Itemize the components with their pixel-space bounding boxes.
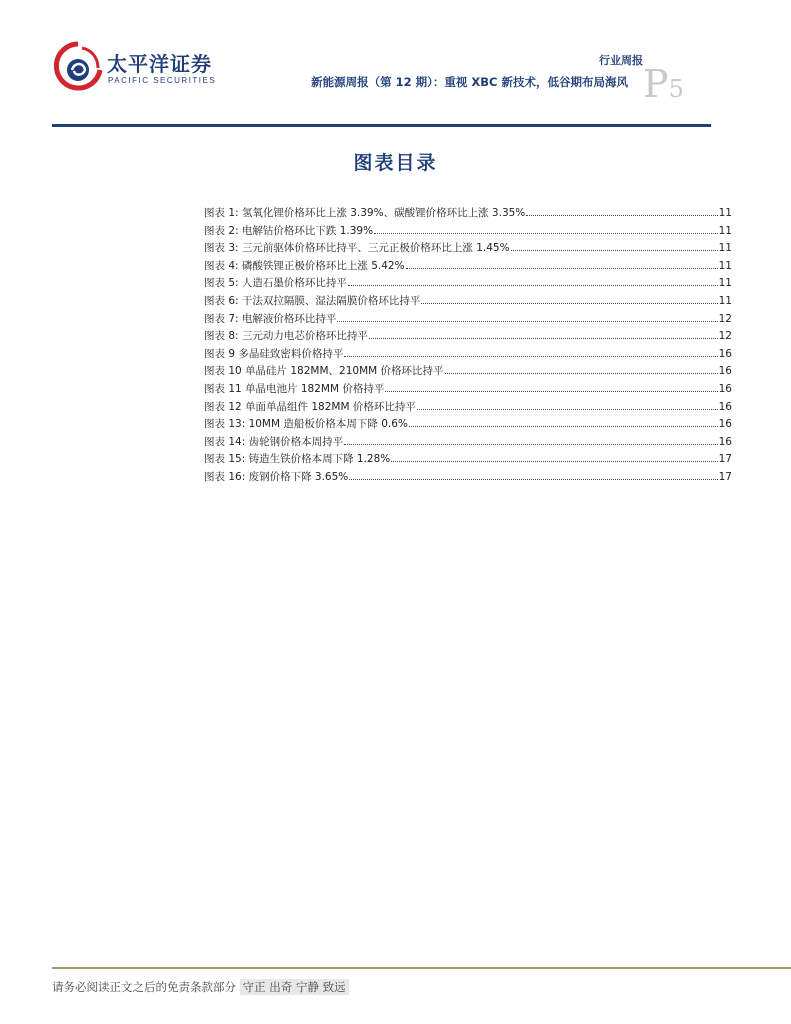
toc-entry-label: 图表 12 单面单晶组件 182MM 价格环比持平 (204, 400, 416, 413)
toc-entry[interactable] (204, 416, 732, 434)
toc-entry[interactable] (204, 469, 732, 487)
toc-entry-label: 图表 14: 齿轮钢价格本周持平 (204, 435, 344, 448)
toc-entry-label: 图表 3: 三元前驱体价格环比持平、三元正极价格环比上涨 1.45% (204, 242, 510, 255)
toc-entry-page: 17 (718, 470, 732, 483)
toc-entry-page: 16 (718, 382, 732, 395)
toc-entry-label: 图表 10 单晶硅片 182MM、210MM 价格环比持平 (204, 365, 444, 378)
toc-entry-page: 17 (718, 453, 732, 466)
company-logo (52, 40, 222, 94)
company-motto: 守正 出奇 宁静 致远 (240, 979, 349, 995)
toc-leader-dots (344, 347, 717, 357)
toc-entry-label: 图表 2: 电解钴价格环比下跌 1.39% (204, 224, 374, 237)
toc-title: 图表目录 (353, 152, 438, 174)
toc-leader-dots (409, 417, 718, 427)
toc-entry-page: 11 (718, 207, 732, 219)
report-title: 新能源周报（第 12 期）：重视 XBC 新技术，低谷期布局海风 (311, 75, 628, 89)
toc-entry[interactable] (204, 258, 732, 276)
toc-leader-dots (369, 329, 718, 339)
toc-entry-page: 11 (718, 242, 732, 255)
toc-entry-page: 16 (718, 365, 732, 378)
toc-entry-label: 图表 1: 氢氧化锂价格环比上涨 3.39%、碳酸锂价格环比上涨 3.35% (204, 207, 526, 219)
toc-leader-dots (349, 470, 717, 480)
toc-entry[interactable] (204, 363, 732, 381)
toc-entry-page: 11 (718, 259, 732, 272)
toc-entry[interactable] (204, 451, 732, 469)
toc-leader-dots (511, 241, 718, 251)
toc-entry[interactable] (204, 346, 732, 364)
toc-leader-dots (391, 452, 717, 462)
toc-entry-label: 图表 7: 电解液价格环比持平 (204, 312, 337, 325)
toc-entry[interactable] (204, 223, 732, 241)
toc-leader-dots (445, 364, 718, 374)
toc-entry-page: 12 (718, 312, 732, 325)
toc-entry[interactable] (204, 293, 732, 311)
toc-entry-label: 图表 8: 三元动力电芯价格环比持平 (204, 330, 368, 343)
page-letter: P (643, 62, 669, 106)
toc-leader-dots (526, 206, 717, 216)
toc-leader-dots (348, 276, 718, 286)
toc-leader-dots (344, 435, 718, 445)
toc-entry-label: 图表 5: 人造石墨价格环比持平 (204, 277, 347, 290)
footer-divider (52, 967, 791, 969)
toc-entry-label: 图表 16: 废钢价格下降 3.65% (204, 470, 349, 483)
toc-entry[interactable] (204, 311, 732, 329)
toc-leader-dots (374, 224, 718, 234)
toc-entry[interactable] (204, 240, 732, 258)
page-number: 5 (668, 75, 684, 103)
toc-entry[interactable] (204, 381, 732, 399)
toc-entry[interactable] (204, 434, 732, 452)
toc-leader-dots (417, 400, 718, 410)
toc-entry-label: 图表 6: 干法双拉隔膜、湿法隔膜价格环比持平 (204, 294, 421, 307)
toc-leader-dots (385, 382, 717, 392)
logo-english-name: PACIFIC SECURITIES (108, 76, 217, 85)
toc-entry-page: 11 (718, 224, 732, 237)
header-divider (52, 124, 711, 127)
toc-entry[interactable] (204, 205, 732, 223)
toc-entry-page: 12 (718, 330, 732, 343)
toc-entry-label: 图表 11 单晶电池片 182MM 价格持平 (204, 382, 385, 395)
toc-entry-label: 图表 9 多晶硅致密料价格持平 (204, 347, 344, 360)
toc-entry-page: 16 (718, 435, 732, 448)
toc-entry[interactable] (204, 399, 732, 417)
disclaimer-text: 请务必阅读正文之后的免责条款部分 (52, 980, 236, 994)
pacific-securities-logo-icon (52, 40, 104, 94)
toc-entry-page: 16 (718, 400, 732, 413)
toc-entry[interactable] (204, 328, 732, 346)
toc-entry-label: 图表 15: 铸造生铁价格本周下降 1.28% (204, 453, 391, 466)
toc-entry-page: 16 (718, 347, 732, 360)
toc-entry-label: 图表 4: 磷酸铁锂正极价格环比上涨 5.42% (204, 259, 405, 272)
toc-leader-dots (337, 312, 717, 322)
toc-entry-label: 图表 13: 10MM 造船板价格本周下降 0.6% (204, 418, 408, 431)
toc-entry-page: 11 (718, 277, 732, 290)
page-number-mark (643, 62, 684, 106)
toc-entry-page: 11 (718, 294, 732, 307)
toc-entry-page: 16 (718, 418, 732, 431)
industry-label: 行业周报 (599, 54, 643, 67)
toc-leader-dots (406, 259, 718, 269)
toc-leader-dots (421, 294, 717, 304)
footer (52, 979, 349, 995)
logo-chinese-name: 太平洋证券 (107, 52, 212, 76)
toc-list (204, 205, 732, 487)
toc-entry[interactable] (204, 275, 732, 293)
